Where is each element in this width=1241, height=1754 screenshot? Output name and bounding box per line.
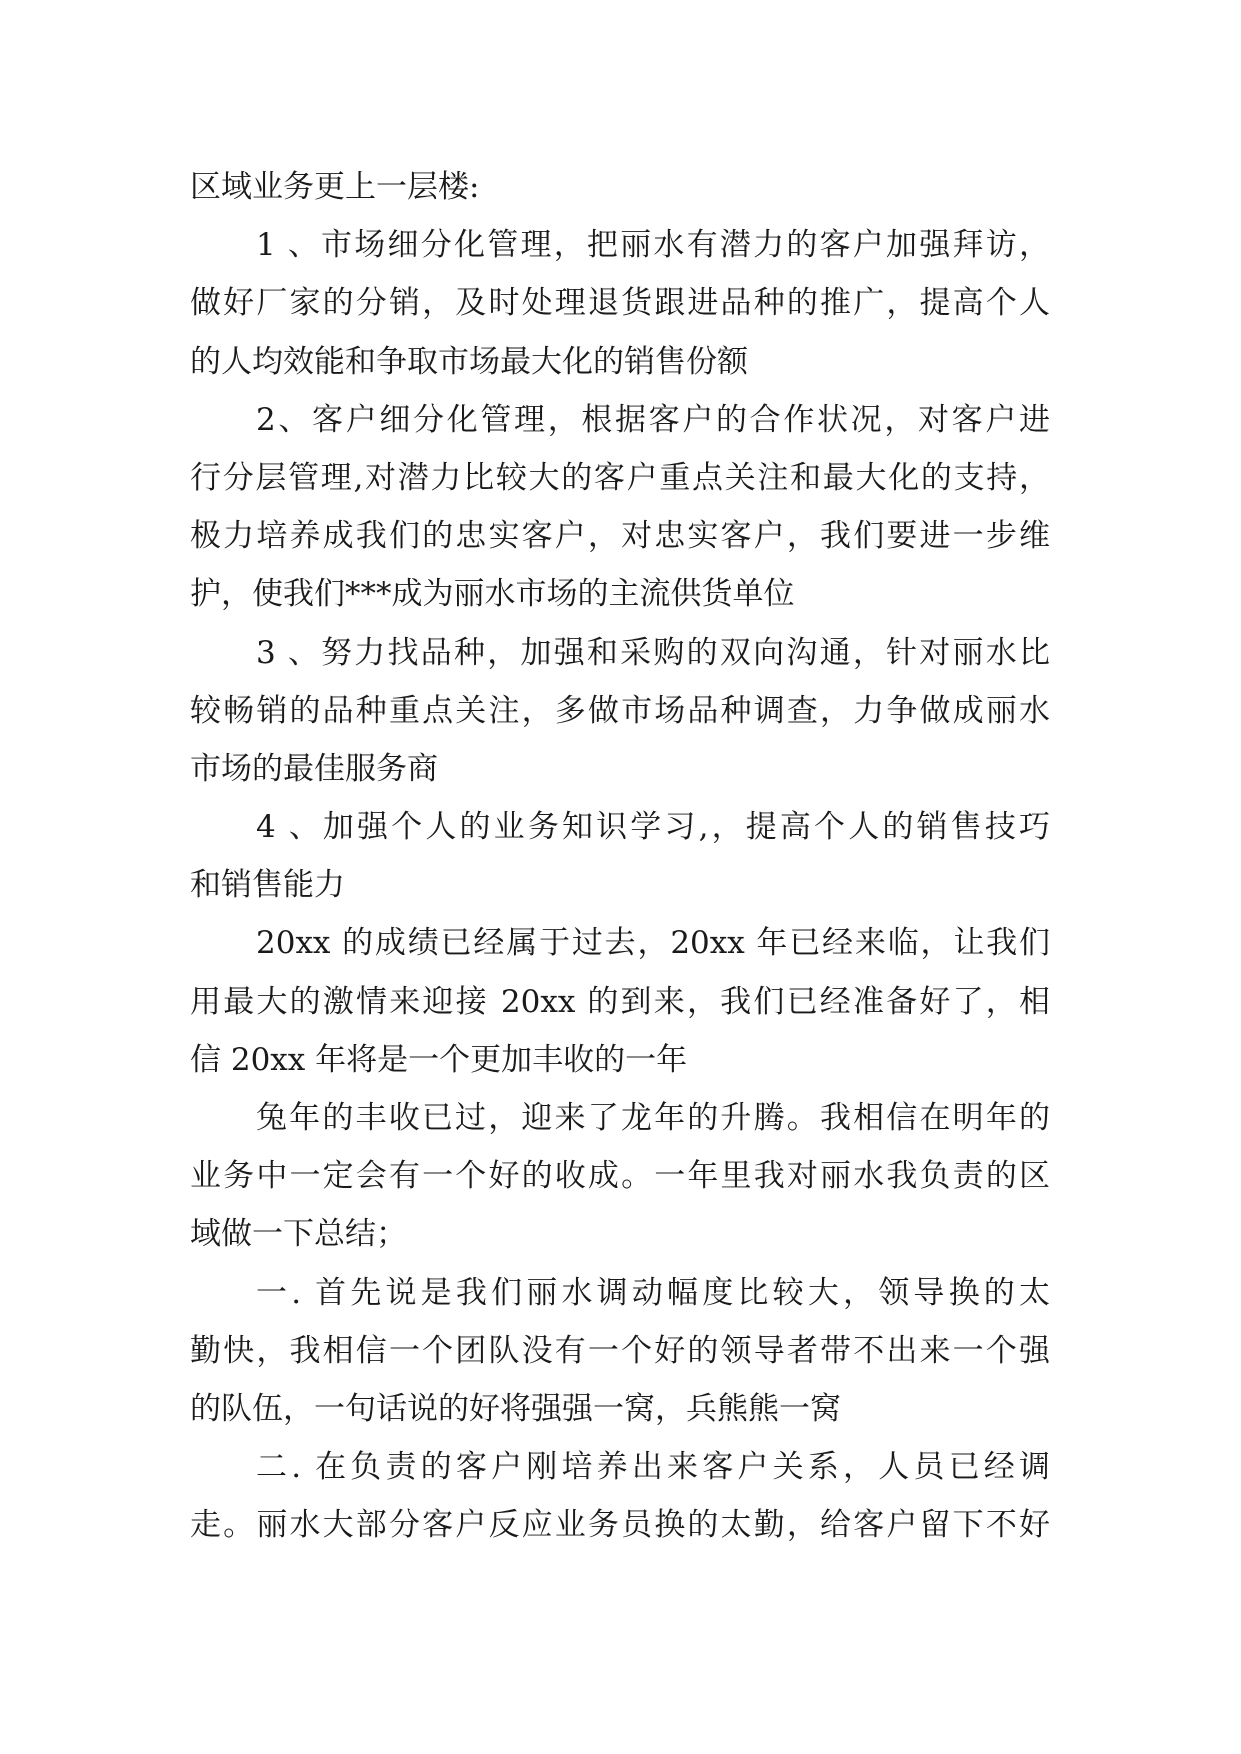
- text-line: 行分层管理,对潜力比较大的客户重点关注和最大化的支持，: [190, 459, 1050, 496]
- text-line: 走。丽水大部分客户反应业务员换的太勤，给客户留下不好: [190, 1507, 1050, 1544]
- text-line: 做好厂家的分销，及时处理退货跟进品种的推广，提高个人: [190, 285, 1050, 322]
- text-line: 护，使我们***成为丽水市场的主流供货单位: [190, 576, 795, 613]
- text-line: 二. 在负责的客户刚培养出来客户关系，人员已经调: [256, 1449, 1050, 1486]
- text-line: 一. 首先说是我们丽水调动幅度比较大，领导换的太: [256, 1274, 1050, 1311]
- text-line: 兔年的丰收已过，迎来了龙年的升腾。我相信在明年的: [256, 1100, 1050, 1136]
- text-line: 市场的最佳服务商: [190, 750, 438, 787]
- text-line: 2、客户细分化管理，根据客户的合作状况，对客户进: [256, 401, 1050, 438]
- text-line: 信 20xx 年将是一个更加丰收的一年: [190, 1041, 688, 1078]
- text-line: 域做一下总结；: [190, 1216, 407, 1253]
- document-body: [190, 158, 1050, 1555]
- text-line: 用最大的激情来迎接 20xx 的到来，我们已经准备好了，相: [190, 983, 1050, 1020]
- text-line: 区域业务更上一层楼:: [190, 169, 480, 205]
- text-line: 勤快，我相信一个团队没有一个好的领导者带不出来一个强: [190, 1332, 1050, 1369]
- text-line: 业务中一定会有一个好的收成。一年里我对丽水我负责的区: [190, 1158, 1050, 1195]
- text-line: 的队伍，一句话说的好将强强一窝，兵熊熊一窝: [190, 1390, 841, 1427]
- text-line: 和销售能力: [190, 867, 345, 904]
- text-line: 4 、加强个人的业务知识学习,，提高个人的销售技巧: [256, 809, 1050, 846]
- text-line: 较畅销的品种重点关注，多做市场品种调查，力争做成丽水: [190, 692, 1050, 729]
- text-line: 的人均效能和争取市场最大化的销售份额: [190, 343, 748, 380]
- text-line: 1 、市场细分化管理，把丽水有潜力的客户加强拜访，: [256, 227, 1050, 264]
- text-line: 极力培养成我们的忠实客户，对忠实客户，我们要进一步维: [190, 518, 1050, 555]
- text-line: 3 、努力找品种，加强和采购的双向沟通，针对丽水比: [256, 634, 1050, 671]
- text-line: 20xx 的成绩已经属于过去，20xx 年已经来临，让我们: [256, 925, 1050, 962]
